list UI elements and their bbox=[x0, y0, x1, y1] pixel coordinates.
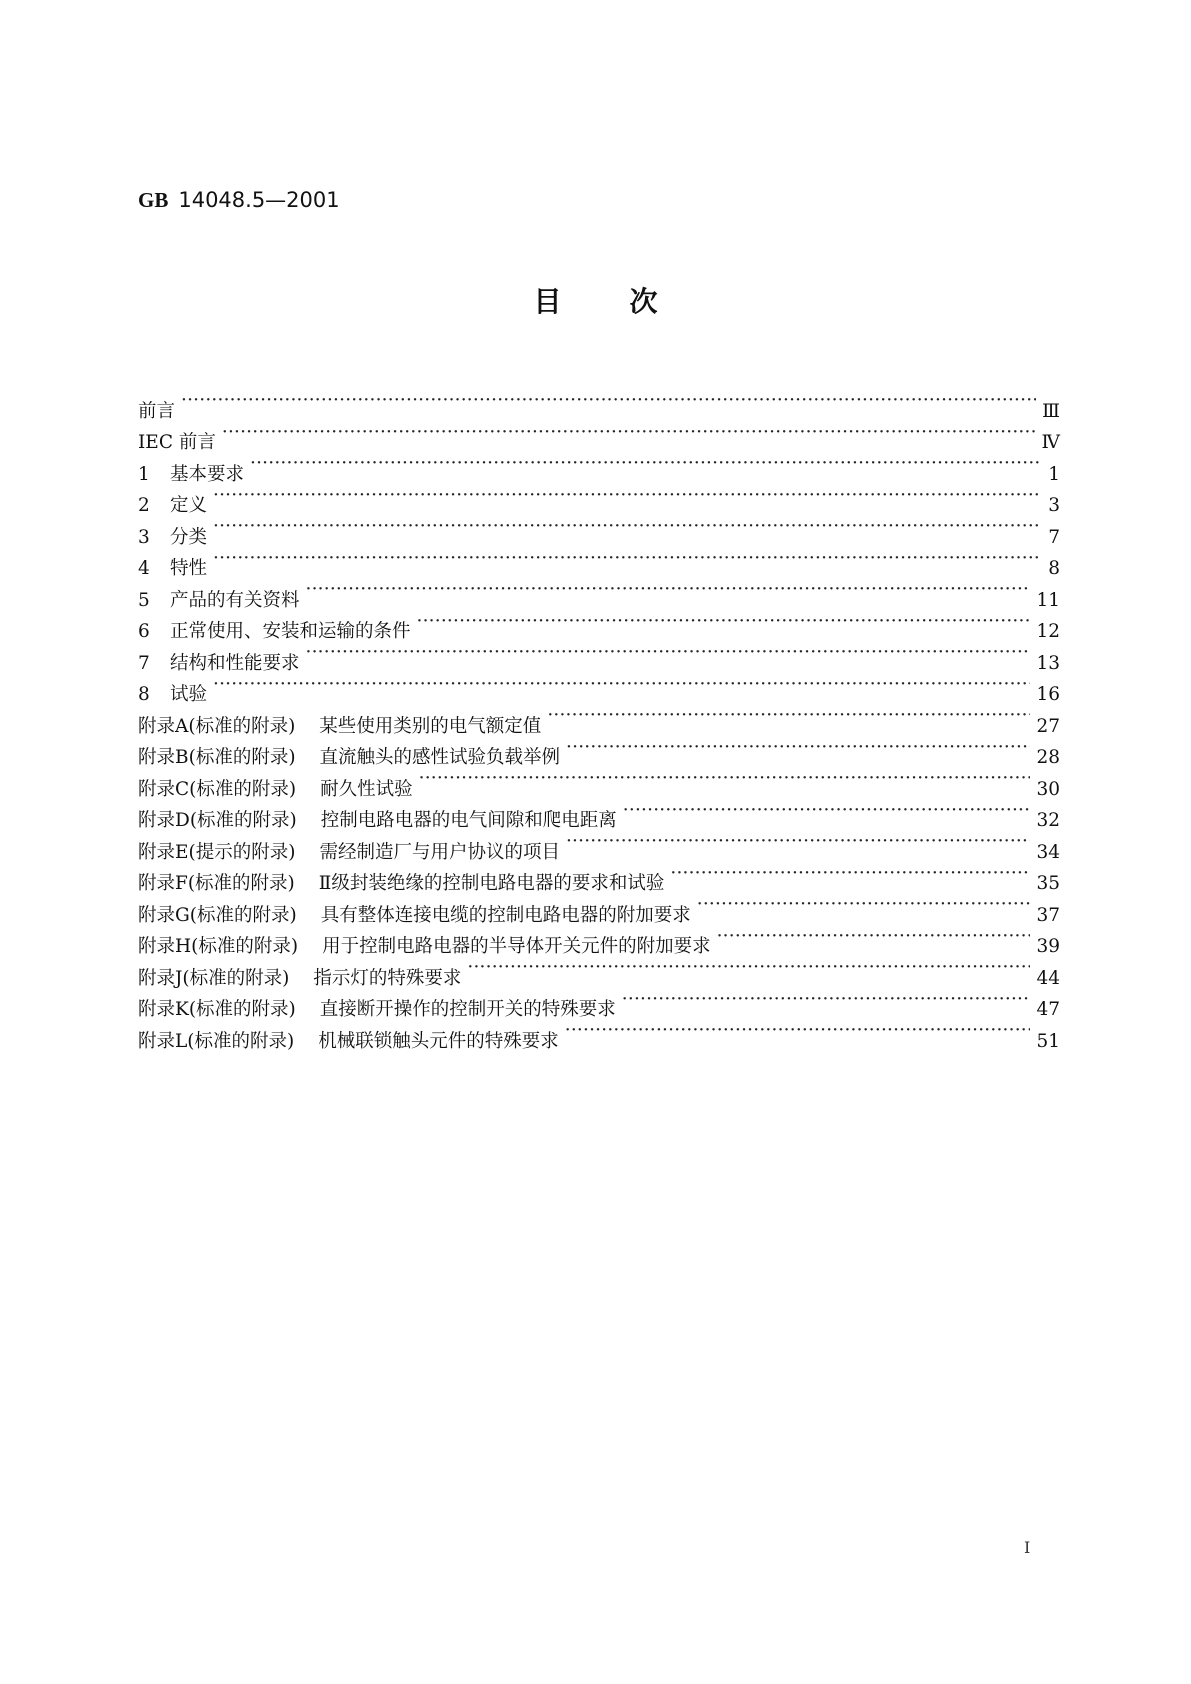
toc-entry-number: 1 bbox=[138, 463, 150, 485]
toc-dot-leader bbox=[213, 480, 1040, 512]
toc-dot-leader bbox=[306, 637, 1031, 669]
toc-dot-leader bbox=[213, 543, 1040, 575]
standard-prefix: GB bbox=[138, 188, 169, 212]
toc-dot-leader bbox=[213, 669, 1030, 701]
toc-entry-page: 32 bbox=[1036, 810, 1060, 831]
toc-entry-label: 附录H(标准的附录) bbox=[138, 936, 299, 957]
toc-dot-leader bbox=[181, 385, 1036, 417]
document-code bbox=[138, 186, 340, 214]
toc-entry[interactable] bbox=[138, 480, 1060, 516]
toc-entry-label: 产品的有关资料 bbox=[170, 589, 300, 611]
toc-entry-label: 正常使用、安装和运输的条件 bbox=[170, 621, 411, 642]
toc-entry-title: 直接断开操作的控制开关的特殊要求 bbox=[319, 999, 616, 1020]
toc-entry-number: 4 bbox=[138, 558, 150, 579]
toc-entry-title: 指示灯的特殊要求 bbox=[313, 967, 462, 989]
toc-dot-leader bbox=[566, 732, 1030, 764]
page-title: 目次 bbox=[533, 285, 726, 318]
toc-entry[interactable] bbox=[138, 574, 1060, 611]
toc-entry-page: 3 bbox=[1048, 495, 1060, 516]
toc-entry-label: 附录G(标准的附录) bbox=[138, 904, 297, 926]
toc-entry-number: 2 bbox=[138, 495, 150, 516]
toc-entry-number: 3 bbox=[138, 526, 150, 548]
toc-entry-page: 27 bbox=[1036, 715, 1060, 737]
toc-entry-label: IEC 前言 bbox=[138, 432, 216, 453]
toc-entry[interactable] bbox=[138, 385, 1060, 422]
toc-entry-title: 需经制造厂与用户协议的项目 bbox=[319, 841, 560, 863]
toc-dot-leader bbox=[697, 889, 1031, 921]
toc-entry-page: 44 bbox=[1036, 967, 1060, 989]
toc-entry-label: 附录J(标准的附录) bbox=[138, 967, 290, 989]
toc-dot-leader bbox=[622, 984, 1031, 1016]
toc-entry[interactable] bbox=[138, 543, 1060, 579]
toc-dot-leader bbox=[547, 700, 1030, 732]
toc-dot-leader bbox=[213, 511, 1040, 543]
table-of-contents bbox=[138, 385, 1060, 1052]
toc-dot-leader bbox=[222, 417, 1036, 449]
toc-dot-leader bbox=[417, 606, 1031, 638]
toc-entry-label: 试验 bbox=[170, 684, 208, 705]
toc-entry-title: 直流触头的感性试验负载举例 bbox=[319, 747, 561, 768]
toc-dot-leader bbox=[306, 574, 1031, 606]
toc-dot-leader bbox=[565, 1015, 1031, 1047]
toc-entry-number: 8 bbox=[138, 684, 150, 705]
toc-entry-page: 30 bbox=[1036, 778, 1060, 800]
toc-dot-leader bbox=[566, 826, 1030, 858]
toc-entry-label: 附录K(标准的附录) bbox=[138, 999, 296, 1020]
toc-entry-page: 11 bbox=[1036, 589, 1060, 611]
toc-entry-page: 16 bbox=[1036, 684, 1060, 705]
toc-entry-label: 附录B(标准的附录) bbox=[138, 747, 296, 768]
toc-entry-page: 7 bbox=[1048, 526, 1060, 548]
toc-entry-label: 前言 bbox=[138, 400, 176, 422]
toc-entry-label: 定义 bbox=[170, 495, 208, 516]
toc-entry-page: 37 bbox=[1036, 904, 1060, 926]
toc-dot-leader bbox=[250, 448, 1040, 480]
toc-entry-page: 8 bbox=[1048, 558, 1060, 579]
toc-entry-number: 5 bbox=[138, 589, 150, 611]
toc-entry-page: 39 bbox=[1036, 936, 1060, 957]
toc-entry-page: 12 bbox=[1036, 621, 1060, 642]
toc-entry-label: 附录E(提示的附录) bbox=[138, 841, 296, 863]
toc-entry-title: 用于控制电路电器的半导体开关元件的附加要求 bbox=[322, 936, 711, 957]
toc-entry-label: 附录A(标准的附录) bbox=[138, 715, 296, 737]
toc-entry-label: 附录L(标准的附录) bbox=[138, 1030, 295, 1052]
toc-entry-page: 28 bbox=[1036, 747, 1060, 768]
toc-entry-page: 35 bbox=[1036, 873, 1060, 894]
toc-entry[interactable] bbox=[138, 511, 1060, 548]
standard-number: 14048.5—2001 bbox=[178, 188, 340, 212]
toc-dot-leader bbox=[670, 858, 1030, 890]
toc-entry-title: 机械联锁触头元件的特殊要求 bbox=[318, 1030, 559, 1052]
toc-entry-number: 7 bbox=[138, 652, 150, 674]
toc-dot-leader bbox=[419, 763, 1031, 795]
toc-entry-title: 某些使用类别的电气额定值 bbox=[319, 715, 542, 737]
toc-entry-title: 具有整体连接电缆的控制电路电器的附加要求 bbox=[320, 904, 691, 926]
toc-dot-leader bbox=[467, 952, 1030, 984]
toc-entry-title: 耐久性试验 bbox=[320, 778, 413, 800]
toc-entry-number: 6 bbox=[138, 621, 150, 642]
toc-entry-page: 34 bbox=[1036, 841, 1060, 863]
toc-dot-leader bbox=[623, 795, 1031, 827]
toc-entry-label: 附录C(标准的附录) bbox=[138, 778, 297, 800]
toc-entry[interactable] bbox=[138, 669, 1060, 705]
page-number: I bbox=[1024, 1538, 1031, 1557]
toc-entry-page: 1 bbox=[1048, 463, 1060, 485]
toc-entry-label: 特性 bbox=[170, 558, 208, 579]
toc-entry[interactable] bbox=[138, 417, 1060, 453]
toc-entry-label: 基本要求 bbox=[170, 463, 245, 485]
toc-entry-page: 51 bbox=[1036, 1030, 1060, 1052]
toc-entry-page: 47 bbox=[1036, 999, 1060, 1020]
toc-entry[interactable] bbox=[138, 448, 1060, 485]
toc-entry-title: 控制电路电器的电气间隙和爬电距离 bbox=[320, 810, 617, 831]
toc-entry-label: 结构和性能要求 bbox=[170, 652, 300, 674]
toc-entry-label: 附录D(标准的附录) bbox=[138, 810, 297, 831]
toc-entry[interactable] bbox=[138, 700, 1060, 737]
toc-dot-leader bbox=[717, 921, 1031, 953]
toc-entry-page: Ⅳ bbox=[1041, 432, 1060, 453]
toc-entry-label: 分类 bbox=[170, 526, 208, 548]
toc-entry-page: 13 bbox=[1036, 652, 1060, 674]
toc-entry-title: Ⅱ级封装绝缘的控制电路电器的要求和试验 bbox=[318, 873, 665, 894]
toc-entry-page: Ⅲ bbox=[1042, 400, 1060, 422]
toc-entry-label: 附录F(标准的附录) bbox=[138, 873, 295, 894]
